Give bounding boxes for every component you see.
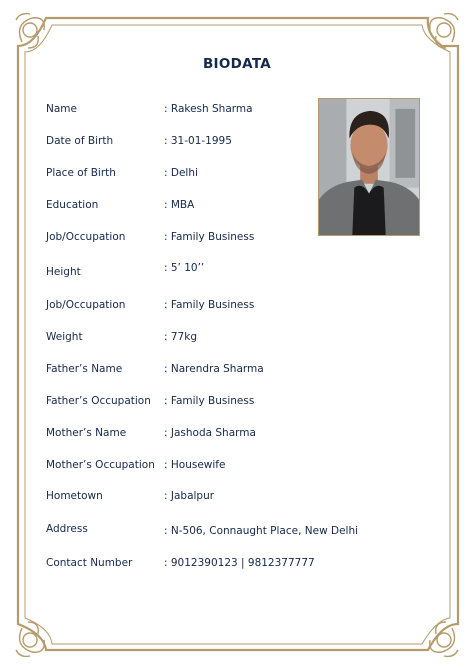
profile-photo bbox=[318, 98, 420, 236]
field-label: Mother’s Occupation bbox=[46, 459, 155, 471]
field-value: : 5’ 10’’ bbox=[164, 262, 205, 274]
field-label: Father’s Occupation bbox=[46, 395, 151, 407]
field-label: Job/Occupation bbox=[46, 299, 126, 311]
field-label: Education bbox=[46, 199, 99, 211]
field-value: : MBA bbox=[164, 199, 195, 211]
field-label: Date of Birth bbox=[46, 135, 114, 147]
field-value: : Jabalpur bbox=[164, 490, 215, 502]
field-value: : 31-01-1995 bbox=[164, 135, 232, 147]
field-value: : Rakesh Sharma bbox=[164, 103, 253, 115]
field-label: Hometown bbox=[46, 490, 103, 502]
person-portrait-icon bbox=[319, 99, 419, 235]
field-label: Mother’s Name bbox=[46, 427, 127, 439]
field-value: : Family Business bbox=[164, 299, 255, 311]
field-label: Weight bbox=[46, 331, 83, 343]
field-value: : 77kg bbox=[164, 331, 197, 343]
field-label: Height bbox=[46, 266, 81, 278]
field-label: Name bbox=[46, 103, 77, 115]
field-value: : N-506, Connaught Place, New Delhi bbox=[164, 525, 359, 537]
field-value: : Narendra Sharma bbox=[164, 363, 264, 375]
field-label: Place of Birth bbox=[46, 167, 116, 179]
field-value: : Delhi bbox=[164, 167, 198, 179]
document-title: BIODATA bbox=[202, 56, 272, 72]
field-value: : 9012390123 | 9812377777 bbox=[164, 557, 315, 569]
field-value: : Family Business bbox=[164, 395, 255, 407]
field-label: Address bbox=[46, 523, 88, 535]
field-label: Job/Occupation bbox=[46, 231, 126, 243]
field-label: Contact Number bbox=[46, 557, 133, 569]
field-label: Father’s Name bbox=[46, 363, 123, 375]
field-value: : Jashoda Sharma bbox=[164, 427, 256, 439]
field-value: : Housewife bbox=[164, 459, 226, 471]
field-value: : Family Business bbox=[164, 231, 255, 243]
